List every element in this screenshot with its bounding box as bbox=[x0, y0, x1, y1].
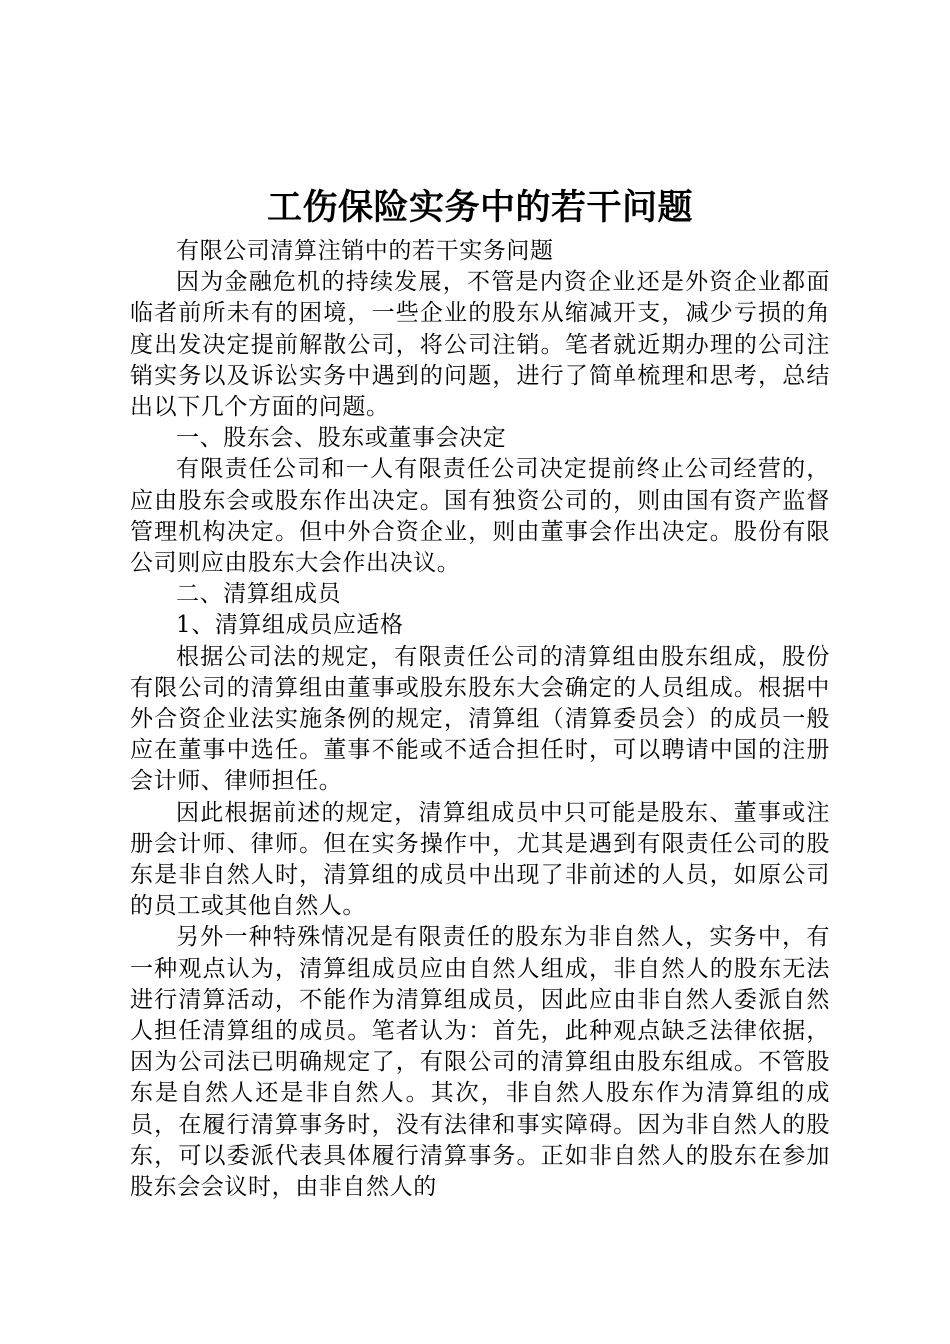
paragraph-intro: 因为金融危机的持续发展，不管是内资企业还是外资企业都面临者前所未有的困境，一些企业的股东从缩减开支，减少亏损的角度出发决定提前解散公司，将公司注销。笔者就近期办理的公司注销实务以及诉讼实务中遇到的问题，进行了简单梳理和思考，总结出以下几个方面的问题。 bbox=[130, 269, 830, 421]
document-title: 工伤保险实务中的若干问题 bbox=[266, 187, 693, 228]
subsection-heading-1: 1、清算组成员应适格 bbox=[176, 612, 404, 639]
paragraph-company-law: 根据公司法的规定，有限责任公司的清算组由股东组成，股份有限公司的清算组由董事或股东股东大会确定的人员组成。根据中外合资企业法实施条例的规定，清算组（清算委员会）的成员一般应在董事中选任。董事不能或不适合担任时，可以聘请中国的注册会计师、律师担任。 bbox=[130, 643, 830, 795]
section-heading-2: 二、清算组成员 bbox=[176, 581, 342, 608]
paragraph-practice: 因此根据前述的规定，清算组成员中只可能是股东、董事或注册会计师、律师。但在实务操作中，尤其是遇到有限责任公司的股东是非自然人时，清算组的成员中出现了非前述的人员，如原公司的员工或其他自然人。 bbox=[130, 799, 830, 920]
paragraph-special-case: 另外一种特殊情况是有限责任的股东为非自然人，实务中，有一种观点认为，清算组成员应由自然人组成，非自然人的股东无法进行清算活动，不能作为清算组成员，因此应由非自然人委派自然人担任清算组的成员。笔者认为：首先，此种观点缺乏法律依据，因为公司法已明确规定了，有限公司的清算组由股东组成。不管股东是自然人还是非自然人。其次，非自然人股东作为清算组的成员，在履行清算事务时，没有法律和事实障碍。因为非自然人的股东，可以委派代表具体履行清算事务。正如非自然人的股东在参加股东会会议时，由非自然人的 bbox=[130, 924, 830, 1201]
paragraph-section-1: 有限责任公司和一人有限责任公司决定提前终止公司经营的，应由股东会或股东作出决定。国有独资公司的，则由国有资产监督管理机构决定。但中外合资企业，则由董事会作出决定。股份有限公司则应由股东大会作出决议。 bbox=[130, 456, 830, 577]
document-page bbox=[130, 184, 830, 1203]
document-body bbox=[130, 236, 830, 1203]
paragraph-subtitle: 有限公司清算注销中的若干实务问题 bbox=[176, 238, 554, 264]
section-heading-1: 一、股东会、股东或董事会决定 bbox=[176, 425, 507, 452]
